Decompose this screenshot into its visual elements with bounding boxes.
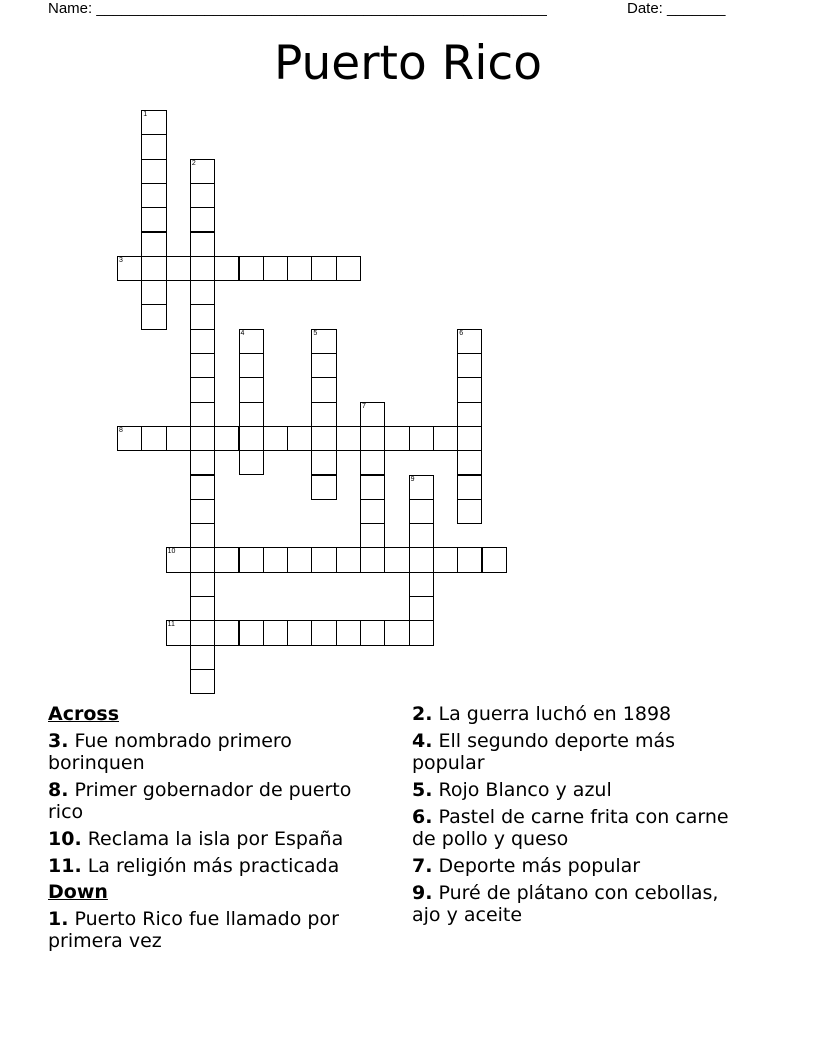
grid-cell[interactable] [190,159,215,184]
clues-right-column [412,703,732,926]
clue-number: 2 [191,159,196,167]
clue-number: 5. [412,779,433,801]
grid-cell[interactable] [141,207,166,232]
grid-cell[interactable] [190,402,215,427]
grid-cell[interactable] [141,183,166,208]
grid-cell[interactable] [190,377,215,402]
grid-cell[interactable] [214,256,239,281]
grid-cell[interactable] [482,547,507,572]
grid-cell[interactable] [117,426,142,451]
grid-cell[interactable] [311,620,336,645]
clue-item [48,828,388,850]
grid-cell[interactable] [239,256,264,281]
grid-cell[interactable] [239,402,264,427]
grid-cell[interactable] [166,547,191,572]
grid-cell[interactable] [190,256,215,281]
clue-number: 7. [412,855,433,877]
grid-cell[interactable] [141,304,166,329]
grid-cell[interactable] [384,426,409,451]
grid-cell[interactable] [311,329,336,354]
grid-cell[interactable] [287,620,312,645]
clue-text: Primer gobernador de puerto rico [48,779,352,823]
clue-number: 2. [412,703,433,725]
grid-cell[interactable] [336,547,361,572]
clue-item [48,908,388,952]
grid-cell[interactable] [141,232,166,257]
grid-cell[interactable] [457,426,482,451]
clue-text: Puerto Rico fue llamado por primera vez [48,908,339,952]
clue-number: 8 [119,426,123,434]
grid-cell[interactable] [239,353,264,378]
grid-cell[interactable] [190,353,215,378]
grid-cell[interactable] [360,450,385,475]
grid-cell[interactable] [190,475,215,500]
clue-number: 7 [362,402,366,410]
grid-cell[interactable] [311,450,336,475]
grid-cell[interactable] [239,450,264,475]
clue-item [412,806,732,850]
grid-cell[interactable] [239,547,264,572]
grid-cell[interactable] [239,329,264,354]
grid-cell[interactable] [141,110,166,135]
grid-cell[interactable] [190,329,215,354]
date-field[interactable]: Date: _______ [627,0,726,17]
grid-cell[interactable] [287,426,312,451]
grid-cell[interactable] [190,450,215,475]
grid-cell[interactable] [190,547,215,572]
clue-number: 3 [119,256,123,264]
clue-item [412,855,732,877]
grid-cell[interactable] [384,620,409,645]
grid-cell[interactable] [166,256,191,281]
clue-number: 4 [240,329,245,337]
clue-text: Deporte más popular [432,855,641,877]
grid-cell[interactable] [141,159,166,184]
grid-cell[interactable] [457,377,482,402]
grid-cell[interactable] [360,426,385,451]
grid-cell[interactable] [141,256,166,281]
clue-item [412,730,732,774]
clue-text: La guerra luchó en 1898 [432,703,672,725]
grid-cell[interactable] [214,426,239,451]
across-heading: Across [48,703,120,725]
grid-cell[interactable] [141,280,166,305]
grid-cell[interactable] [141,426,166,451]
clue-number: 6. [412,806,433,828]
grid-cell[interactable] [190,596,215,621]
grid-cell[interactable] [384,547,409,572]
grid-cell[interactable] [214,620,239,645]
clue-text: Rojo Blanco y azul [432,779,612,801]
grid-cell[interactable] [409,475,434,500]
grid-cell[interactable] [360,523,385,548]
grid-cell[interactable] [190,207,215,232]
grid-cell[interactable] [263,620,288,645]
clue-number: 11 [167,621,175,629]
clue-number: 6 [459,329,464,337]
grid-cell[interactable] [457,547,482,572]
grid-cell[interactable] [263,547,288,572]
clue-item [412,703,732,725]
grid-cell[interactable] [311,426,336,451]
clues-left-column [48,703,388,952]
grid-cell[interactable] [360,499,385,524]
clue-item [412,779,732,801]
clue-number: 10 [167,548,176,556]
grid-cell[interactable] [117,256,142,281]
grid-cell[interactable] [239,426,264,451]
clue-text: Reclama la isla por España [81,828,344,850]
grid-cell[interactable] [360,547,385,572]
grid-cell[interactable] [360,620,385,645]
clue-text: Fue nombrado primero borinquen [48,730,292,774]
grid-cell[interactable] [190,572,215,597]
grid-cell[interactable] [190,280,215,305]
clue-text: Ell segundo deporte más popular [412,730,676,774]
grid-cell[interactable] [457,450,482,475]
grid-cell[interactable] [263,426,288,451]
clue-number: 4. [412,730,433,752]
down-heading: Down [48,881,108,903]
grid-cell[interactable] [287,547,312,572]
grid-cell[interactable] [311,353,336,378]
grid-cell[interactable] [190,426,215,451]
clue-item [48,855,388,877]
grid-cell[interactable] [190,499,215,524]
grid-cell[interactable] [190,523,215,548]
grid-cell[interactable] [190,304,215,329]
grid-cell[interactable] [433,426,458,451]
grid-cell[interactable] [311,402,336,427]
grid-cell[interactable] [409,620,434,645]
grid-cell[interactable] [190,645,215,670]
clue-number: 11. [48,855,82,877]
page-title: Puerto Rico [274,36,542,91]
clue-number: 10. [48,828,82,850]
name-field[interactable]: Name: ______________________________________________________ [48,0,547,17]
grid-cell[interactable] [263,256,288,281]
grid-cell[interactable] [360,402,385,427]
grid-cell[interactable] [190,183,215,208]
grid-cell[interactable] [433,547,458,572]
grid-cell[interactable] [287,256,312,281]
grid-cell[interactable] [311,377,336,402]
clue-text: Pastel de carne frita con carne de pollo y queso [412,806,729,850]
grid-cell[interactable] [409,572,434,597]
clue-item [48,779,388,823]
clue-item [412,882,732,926]
grid-cell[interactable] [457,499,482,524]
grid-cell[interactable] [409,499,434,524]
grid-cell[interactable] [190,669,215,694]
grid-cell[interactable] [457,475,482,500]
clue-number: 1 [143,111,148,118]
grid-cell[interactable] [336,426,361,451]
grid-cell[interactable] [166,426,191,451]
grid-cell[interactable] [141,134,166,159]
grid-cell[interactable] [311,547,336,572]
grid-cell[interactable] [336,256,361,281]
grid-cell[interactable] [239,377,264,402]
grid-cell[interactable] [311,256,336,281]
clue-text: La religión más practicada [81,855,340,877]
grid-cell[interactable] [457,353,482,378]
clue-number: 9. [412,882,433,904]
clue-number: 8. [48,779,69,801]
grid-cell[interactable] [409,426,434,451]
clue-number: 1. [48,908,69,930]
grid-cell[interactable] [166,620,191,645]
grid-cell[interactable] [457,402,482,427]
grid-cell[interactable] [239,620,264,645]
grid-cell[interactable] [190,232,215,257]
grid-cell[interactable] [409,547,434,572]
grid-cell[interactable] [409,596,434,621]
clue-number: 5 [313,329,318,337]
grid-cell[interactable] [214,547,239,572]
grid-cell[interactable] [409,523,434,548]
clue-number: 3. [48,730,69,752]
grid-cell[interactable] [336,620,361,645]
clue-number: 9 [410,475,415,483]
grid-cell[interactable] [190,620,215,645]
clue-item [48,730,388,774]
grid-cell[interactable] [360,475,385,500]
clue-text: Puré de plátano con cebollas, ajo y aceite [412,882,719,926]
grid-cell[interactable] [311,475,336,500]
grid-cell[interactable] [457,329,482,354]
